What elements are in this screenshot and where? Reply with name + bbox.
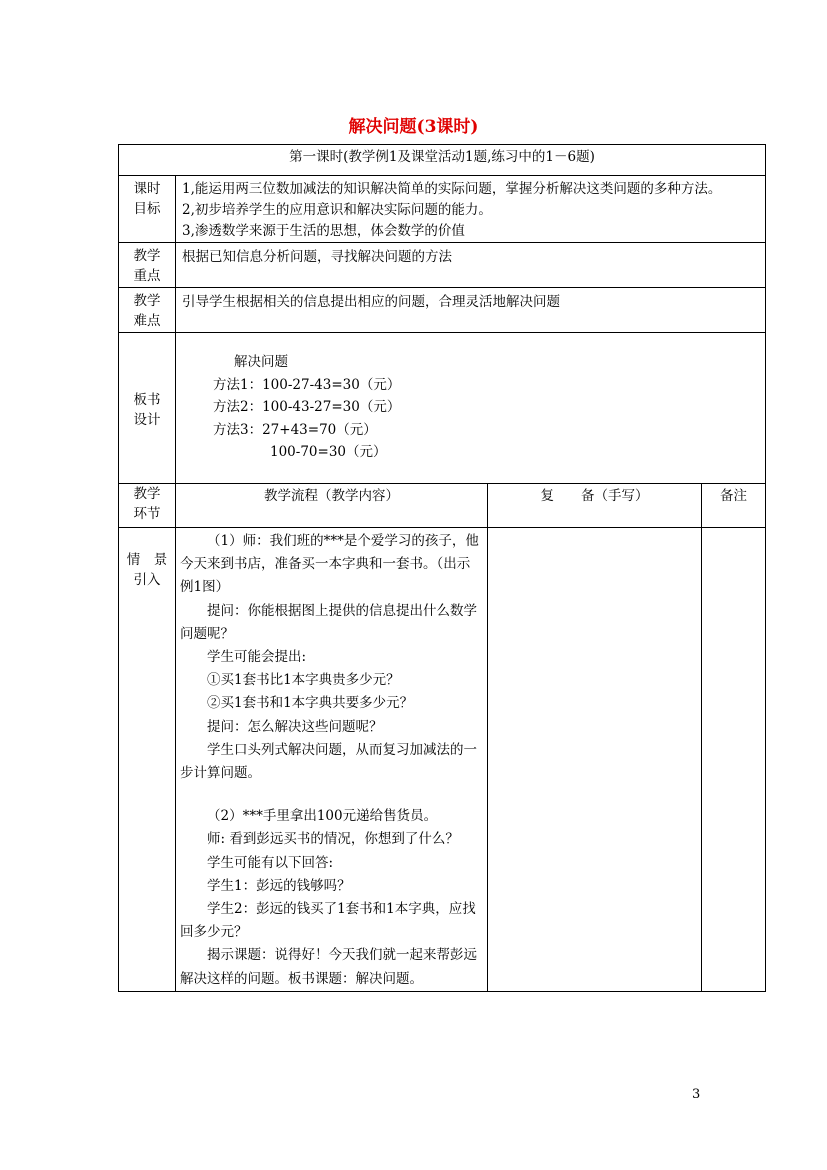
intro-paragraph: ②买1套书和1本字典共要多少元？ — [207, 695, 414, 712]
objectives-label: 课时 目标 — [119, 176, 176, 243]
key-points-label: 教学 重点 — [119, 243, 176, 288]
intro-paragraph: 学生口头列式解决问题，从而复习加减法的一步计算问题。 — [180, 741, 477, 782]
key-points-row — [119, 243, 766, 288]
lesson-header: 第一课时(教学例1及课堂活动1题,练习中的1－6题) — [119, 145, 766, 176]
intro-paragraph: 提问：怎么解决这些问题呢？ — [207, 718, 383, 735]
difficulties-content: 引导学生根据相关的信息提出相应的问题，合理灵活地解决问题 — [176, 288, 766, 333]
objectives-content — [176, 176, 766, 243]
objective-item: 1,能运用两三位数加减法的知识解决简单的实际问题，掌握分析解决这类问题的多种方法。 — [182, 181, 722, 197]
intro-paragraph: （2）***手里拿出100元递给售货员。 — [207, 808, 438, 825]
board-line: 方法3：27+43=70（元） — [213, 421, 377, 438]
key-points-content: 根据已知信息分析问题，寻找解决问题的方法 — [176, 243, 766, 288]
board-row — [119, 333, 766, 484]
intro-paragraph: 师: 看到彭远买书的情况，你想到了什么？ — [207, 831, 459, 848]
intro-paragraph: 提问：你能根据图上提供的信息提出什么数学问题呢？ — [180, 602, 477, 642]
board-line: 方法1：100-27-43=30（元） — [213, 376, 401, 393]
intro-paragraph: ①买1套书比1本字典贵多少元？ — [207, 672, 400, 689]
objective-item: 2,初步培养学生的应用意识和解决实际问题的能力。 — [182, 202, 492, 218]
notes-cell — [702, 528, 766, 992]
board-line: 100-70=30（元） — [270, 444, 387, 460]
intro-paragraph: 学生可能会提出: — [207, 649, 307, 666]
review-cell — [488, 528, 702, 992]
page-number: 3 — [692, 1087, 701, 1102]
board-line: 方法2：100-43-27=30（元） — [213, 399, 401, 415]
intro-content — [176, 528, 488, 992]
notes-header: 备注 — [702, 484, 766, 528]
board-heading: 解决问题 — [234, 354, 288, 370]
review-header: 复 备（手写） — [488, 484, 702, 528]
document-title: 解决问题(3课时) — [348, 117, 479, 137]
flow-header-row — [119, 484, 766, 528]
intro-paragraph: 学生1：彭远的钱够吗？ — [207, 877, 351, 894]
intro-paragraph: （1）师：我们班的***是个爱学习的孩子，他今天来到书店，准备买一本字典和一套书。（出示例1图） — [180, 533, 479, 596]
board-content — [176, 333, 766, 484]
intro-paragraph: 学生可能有以下回答: — [207, 854, 334, 871]
lesson-plan-table — [118, 144, 766, 992]
difficulties-row — [119, 288, 766, 333]
difficulties-label: 教学 难点 — [119, 288, 176, 333]
content-header: 教学流程（教学内容） — [176, 484, 488, 528]
intro-paragraph: 揭示课题：说得好！今天我们就一起来帮彭远解决这样的问题。板书课题：解决问题。 — [180, 947, 477, 987]
lesson-header-row — [119, 145, 766, 176]
intro-label: 情 景 引入 — [119, 528, 176, 992]
objective-item: 3,渗透数学来源于生活的思想，体会数学的价值 — [182, 223, 465, 239]
board-label: 板书 设计 — [119, 333, 176, 484]
intro-paragraph: 学生2：彭远的钱买了1套书和1本字典，应找回多少元？ — [180, 901, 476, 941]
objectives-row — [119, 176, 766, 243]
intro-row — [119, 528, 766, 992]
stage-header: 教学 环节 — [119, 484, 176, 528]
